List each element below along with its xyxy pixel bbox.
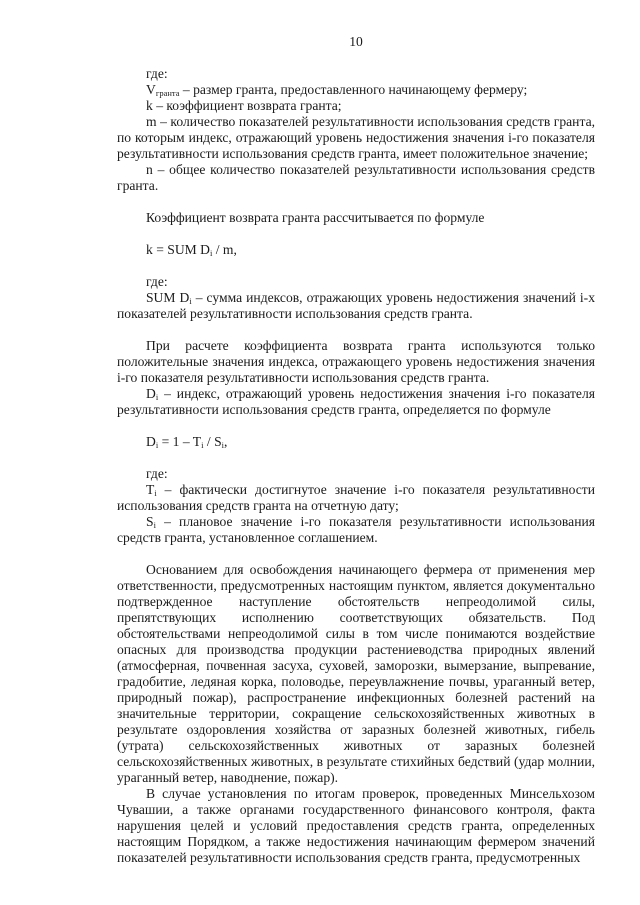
where-label-2: где: [146, 274, 168, 289]
s-subscript: i [153, 520, 156, 530]
v-subscript: гранта [155, 88, 180, 98]
violation-paragraph: В случае установления по итогам проверок, проведенных Минсельхозом Чувашии, а также органами государственного финансового контроля, факта нарушения целей и условий предоставления средств гранта, определенных настоящим Порядком, а также недостижения начинающим фермером значений показателей результативности использования средств гранта, предусмотренных [117, 786, 595, 865]
di-formula-mid: = 1 – T [158, 434, 202, 449]
where-label [117, 66, 595, 82]
di-subscript: i [155, 392, 159, 402]
di-formula [117, 434, 595, 450]
v-symbol: V [146, 82, 156, 97]
v-definition [117, 82, 595, 98]
k-formula [117, 242, 595, 258]
where-text: где: [146, 66, 168, 81]
v-text: – размер гранта, предоставленного начинающему фермеру; [179, 82, 528, 97]
k-formula-left: k = SUM D [146, 242, 210, 257]
t-definition [117, 482, 595, 514]
positive-values-paragraph: При расчете коэффициента возврата гранта используются только положительные значения индекса, отражающего уровень недостижения значения i-го показателя результативности использования средств гранта. [117, 338, 595, 385]
k-definition: k – коэффициент возврата гранта; [146, 98, 342, 113]
sum-text: – сумма индексов, отражающих уровень недостижения значений i-х показателей результативности использования средств гранта. [117, 290, 595, 321]
t-subscript: i [154, 488, 157, 498]
sum-subscript: i [189, 296, 192, 306]
di-symbol: D [146, 386, 156, 401]
di-formula-d-sub: i [155, 440, 159, 450]
di-formula-d: D [146, 434, 156, 449]
n-definition: n – общее количество показателей результативности использования средств гранта. [117, 162, 595, 193]
di-definition [117, 386, 595, 418]
di-text: – индекс, отражающий уровень недостижения значения i-го показателя результативности использования средств гранта, определяется по формуле [117, 386, 595, 417]
di-formula-end: , [224, 434, 228, 449]
k-formula-subscript: i [209, 248, 213, 258]
di-formula-s-sub: i [221, 440, 225, 450]
page-number: 10 [349, 34, 363, 49]
s-text: – плановое значение i-го показателя результативности использования средств гранта, установленное соглашением. [117, 514, 595, 545]
di-formula-slash: / S [203, 434, 222, 449]
di-formula-t-sub: i [201, 440, 204, 450]
k-formula-intro: Коэффициент возврата гранта рассчитывается по формуле [146, 210, 485, 225]
s-symbol: S [146, 514, 154, 529]
t-symbol: T [146, 482, 155, 497]
sum-definition [117, 290, 595, 322]
m-definition: m – количество показателей результативности использования средств гранта, по которым индекс, отражающий уровень недостижения значения i-го показателя результативности использования средств гранта, имеет положительное значение; [117, 114, 595, 161]
k-formula-right: / m, [212, 242, 237, 257]
t-text: – фактически достигнутое значение i-го показателя результативности использования средств гранта на отчетную дату; [117, 482, 595, 513]
sum-symbol: SUM D [146, 290, 190, 305]
where-label-3: где: [146, 466, 168, 481]
s-definition [117, 514, 595, 546]
force-majeure-paragraph: Основанием для освобождения начинающего фермера от применения мер ответственности, предусмотренных настоящим пунктом, является документально подтвержденное наступление обстоятельств непреодолимой силы, препятствующих исполнению соответствующих обязательств. Под обстоятельствами непреодолимой силы в том числе понимаются воздействие опасных для производства продукции растениеводства природных явлений (атмосферная, почвенная засуха, суховей, заморозки, вымерзание, выпревание, градобитие, ледяная корка, половодье, переувлажнение почвы, ураганный ветер, природный пожар), распространение инфекционных болезней растений на значительные территории, сокращение сельскохозяйственных животных в результате оздоровления хозяйства от заразных болезней животных, гибель (утрата) сельскохозяйственных животных от заразных болезней сельскохозяйственных животных, в результате стихийных бедствий (удар молнии, ураганный ветер, наводнение, пожар). [117, 562, 595, 785]
